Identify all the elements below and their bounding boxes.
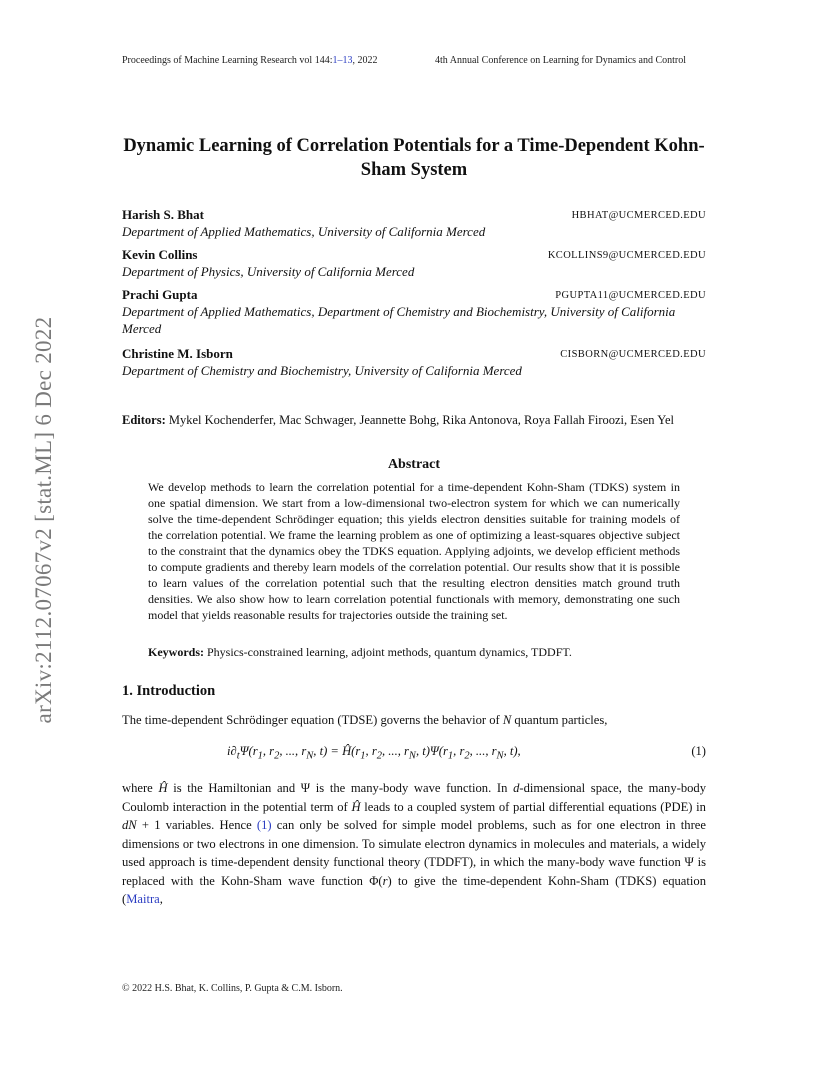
section-heading: 1. Introduction (122, 683, 216, 699)
running-header-right: 4th Annual Conference on Learning for Dynamics and Control (435, 55, 687, 66)
running-header-left: Proceedings of Machine Learning Research vol 144:1–13, 2022 (122, 55, 378, 66)
author-affiliation: Department of Physics, University of California Merced (122, 264, 415, 279)
page-range-link[interactable]: 1–13 (332, 55, 353, 66)
author-block (122, 286, 706, 337)
author-block (122, 246, 706, 280)
author-name: Harish S. Bhat (122, 207, 204, 222)
paper-title: Dynamic Learning of Correlation Potentials for a Time-Dependent Kohn-Sham System (123, 136, 705, 180)
keywords-label: Keywords: (148, 645, 204, 659)
author-email: CISBORN@UCMERCED.EDU (560, 349, 706, 360)
keywords-line (148, 644, 680, 660)
author-email: HBHAT@UCMERCED.EDU (571, 210, 706, 221)
equation-body: $i\partial_t\Psi(r_1$, $r_2$, ..., $r_N$, $t) = Ĥ(r_1$, $r_2$, ..., $r_N$, $t)\Psi(r_1$, $r_2$, ..., $r_N$, t), (227, 744, 521, 762)
abstract-body: We develop methods to learn the correlation potential for a time-dependent Kohn-Sham (TDKS) system in one spatial dimension. We start from a low-dimensional two-electron system for which we can numerically solve the time-dependent Schrödinger equation; this yields electron densities suitable for training models of the correlation potential. We frame the learning problem as one of optimizing a least-squares objective subject to the constraint that the dynamics obey the TDKS equation. Applying adjoints, we develop efficient methods to compute gradients and thereby learn models of the correlation potential. Our results show that it is possible to learn values of the correlation potential such that the resulting electron densities match ground truth densities. We also show how to learn correlation potential functionals with memory, demonstrating one such model that yields reasonable results for trajectories outside the training set. (148, 480, 680, 622)
author-block (122, 345, 706, 379)
author-affiliation: Department of Applied Mathematics, University of California Merced (122, 224, 486, 239)
equation-ref-link[interactable]: (1) (256, 818, 272, 832)
citation-link[interactable]: Maitra (126, 892, 160, 906)
author-email: KCOLLINS9@UCMERCED.EDU (547, 250, 706, 261)
author-name: Kevin Collins (122, 247, 198, 262)
author-affiliation: Department of Applied Mathematics, Department of Chemistry and Biochemistry, University of California Merced (122, 304, 676, 336)
keywords-text: Physics-constrained learning, adjoint methods, quantum dynamics, TDDFT. (207, 645, 572, 659)
editors-line (122, 411, 706, 429)
body-paragraph: where Ĥ is the Hamiltonian and Ψ is the many-body wave function. In d-dimensional space, the many-body Coulomb interaction in the potential term of Ĥ leads to a coupled system of partial differential equations (PDE) in dN + 1 variables. Hence (1) can only be solved for simple model problems, such as for one electron in three dimensions or two electrons in one dimension. To simulate electron dynamics in molecules and materials, a widely used approach is time-dependent density functional theory (TDDFT), in which the many-body wave function Ψ is replaced with the Kohn-Sham wave function Φ(r) to give the time-dependent Kohn-Sham (TDKS) equation (Maitra, (122, 781, 707, 906)
author-email: PGUPTA11@UCMERCED.EDU (555, 290, 706, 301)
intro-paragraph: The time-dependent Schrödinger equation (TDSE) governs the behavior of N quantum particles, (122, 713, 608, 727)
copyright-footer: © 2022 H.S. Bhat, K. Collins, P. Gupta & C.M. Isborn. (122, 983, 343, 994)
editors-label: Editors: (122, 413, 166, 427)
equation-number: (1) (691, 744, 706, 758)
author-name: Christine M. Isborn (122, 346, 233, 361)
author-block (122, 206, 706, 240)
editors-names: Mykel Kochenderfer, Mac Schwager, Jeannette Bohg, Rika Antonova, Roya Fallah Firoozi, Esen Yel (168, 413, 675, 427)
author-name: Prachi Gupta (122, 287, 198, 302)
abstract-heading: Abstract (387, 457, 441, 472)
author-affiliation: Department of Chemistry and Biochemistry, University of California Merced (122, 363, 522, 378)
